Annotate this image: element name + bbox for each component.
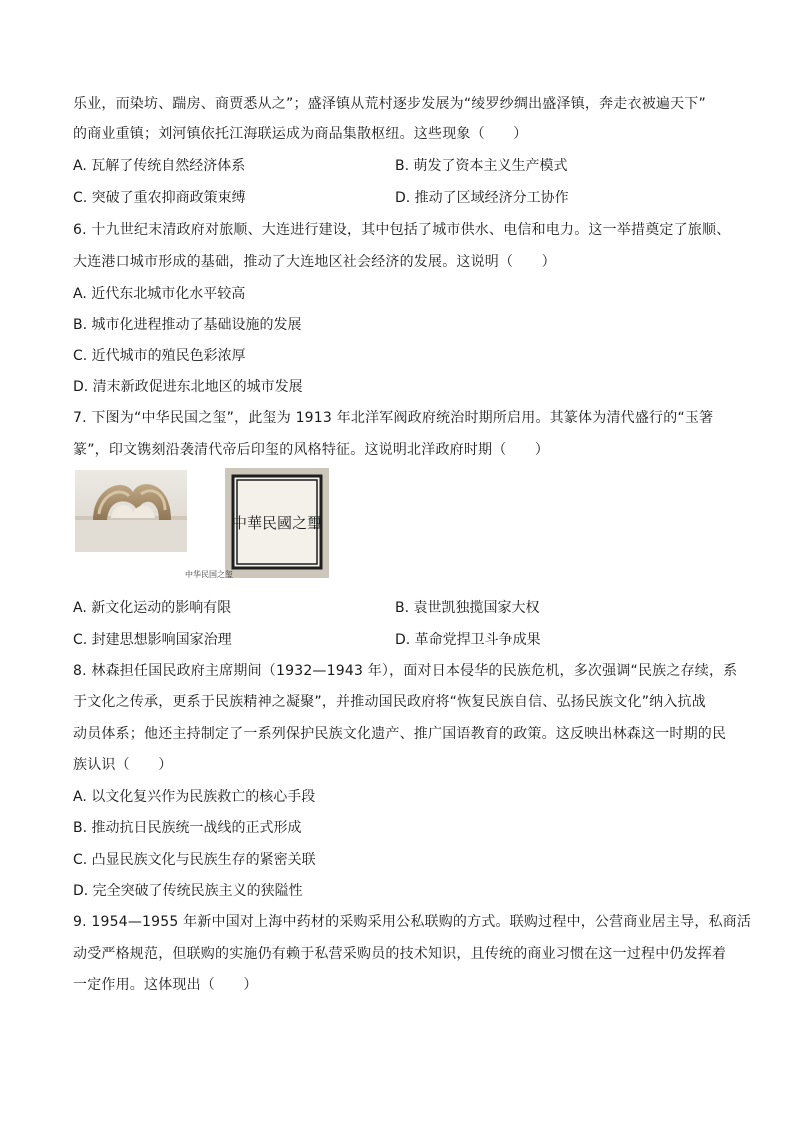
q5-stem-line-2: 的商业重镇；刘河镇依托江海联运成为商品集散枢纽。这些现象（ ） [73,126,528,142]
seal-impression-image [225,468,329,578]
q7-option-d[interactable]: D. 革命党捍卫斗争成果 [395,632,541,648]
seal-figure [73,468,333,586]
q8-stem-line-3: 动员体系；他还主持制定了一系列保护民族文化遗产、推广国语教育的政策。这反映出林森这一时期的民 [73,726,727,742]
seal-impression-icon [225,468,329,578]
q8-stem-line-4: 族认识（ ） [73,757,173,773]
q7-stem-line-2: 篆”，印文镌刻沿袭清代帝后印玺的风格特征。这说明北洋政府时期（ ） [73,442,550,458]
q9-stem-line-2: 动受严格规范，但联购的实施仍有赖于私营采购员的技术知识，且传统的商业习惯在这一过程中仍发挥着 [73,946,727,962]
q6-option-a[interactable]: A. 近代东北城市化水平较高 [73,286,246,302]
seal-impression-text: 中華民國之璽 [231,514,323,532]
q8-option-d[interactable]: D. 完全突破了传统民族主义的狭隘性 [73,883,303,899]
q6-option-c[interactable]: C. 近代城市的殖民色彩浓厚 [73,348,246,364]
q8-stem-line-2: 于文化之传承，更系于民族精神之凝聚”，并推动国民政府将“恢复民族自信、弘扬民族文化”纳入抗战 [73,694,706,710]
q9-stem-line-1: 9. 1954—1955 年新中国对上海中药材的采购采用公私联购的方式。联购过程中，公营商业居主导，私商活 [73,914,752,930]
seal-caption: 中华民国之玺 [185,570,233,579]
q5-option-d[interactable]: D. 推动了区域经济分工协作 [395,190,569,206]
seal-knob-icon [75,470,187,552]
q8-option-a[interactable]: A. 以文化复兴作为民族救亡的核心手段 [73,789,316,805]
q6-stem-line-2: 大连港口城市形成的基础，推动了大连地区社会经济的发展。这说明（ ） [73,254,556,270]
q5-option-b[interactable]: B. 萌发了资本主义生产模式 [395,158,568,174]
q7-option-b[interactable]: B. 袁世凯独揽国家大权 [395,600,540,616]
q5-option-a[interactable]: A. 瓦解了传统自然经济体系 [73,158,246,174]
q5-option-c[interactable]: C. 突破了重农抑商政策束缚 [73,190,246,206]
q8-option-c[interactable]: C. 凸显民族文化与民族生存的紧密关联 [73,852,316,868]
q6-option-d[interactable]: D. 清末新政促进东北地区的城市发展 [73,379,303,395]
q6-option-b[interactable]: B. 城市化进程推动了基础设施的发展 [73,317,302,333]
q7-option-a[interactable]: A. 新文化运动的影响有限 [73,600,232,616]
q7-option-c[interactable]: C. 封建思想影响国家治理 [73,632,232,648]
q8-stem-line-1: 8. 林森担任国民政府主席期间（1932—1943 年），面对日本侵华的民族危机，多次强调“民族之存续，系 [73,663,738,679]
q5-stem-line-1: 乐业，而染坊、踹房、商贾悉从之”；盛泽镇从荒村逐步发展为“绫罗纱绸出盛泽镇，奔走衣被遍天下” [73,96,706,112]
q7-stem-line-1: 7. 下图为“中华民国之玺”，此玺为 1913 年北洋军阀政府统治时期所启用。其篆体为清代盛行的“玉箸 [73,410,714,426]
seal-photo-image [75,470,187,552]
q8-option-b[interactable]: B. 推动抗日民族统一战线的正式形成 [73,820,302,836]
q9-stem-line-3: 一定作用。这体现出（ ） [73,977,258,993]
q6-stem-line-1: 6. 十九世纪末清政府对旅顺、大连进行建设，其中包括了城市供水、电信和电力。这一举措奠定了旅顺、 [73,222,731,238]
